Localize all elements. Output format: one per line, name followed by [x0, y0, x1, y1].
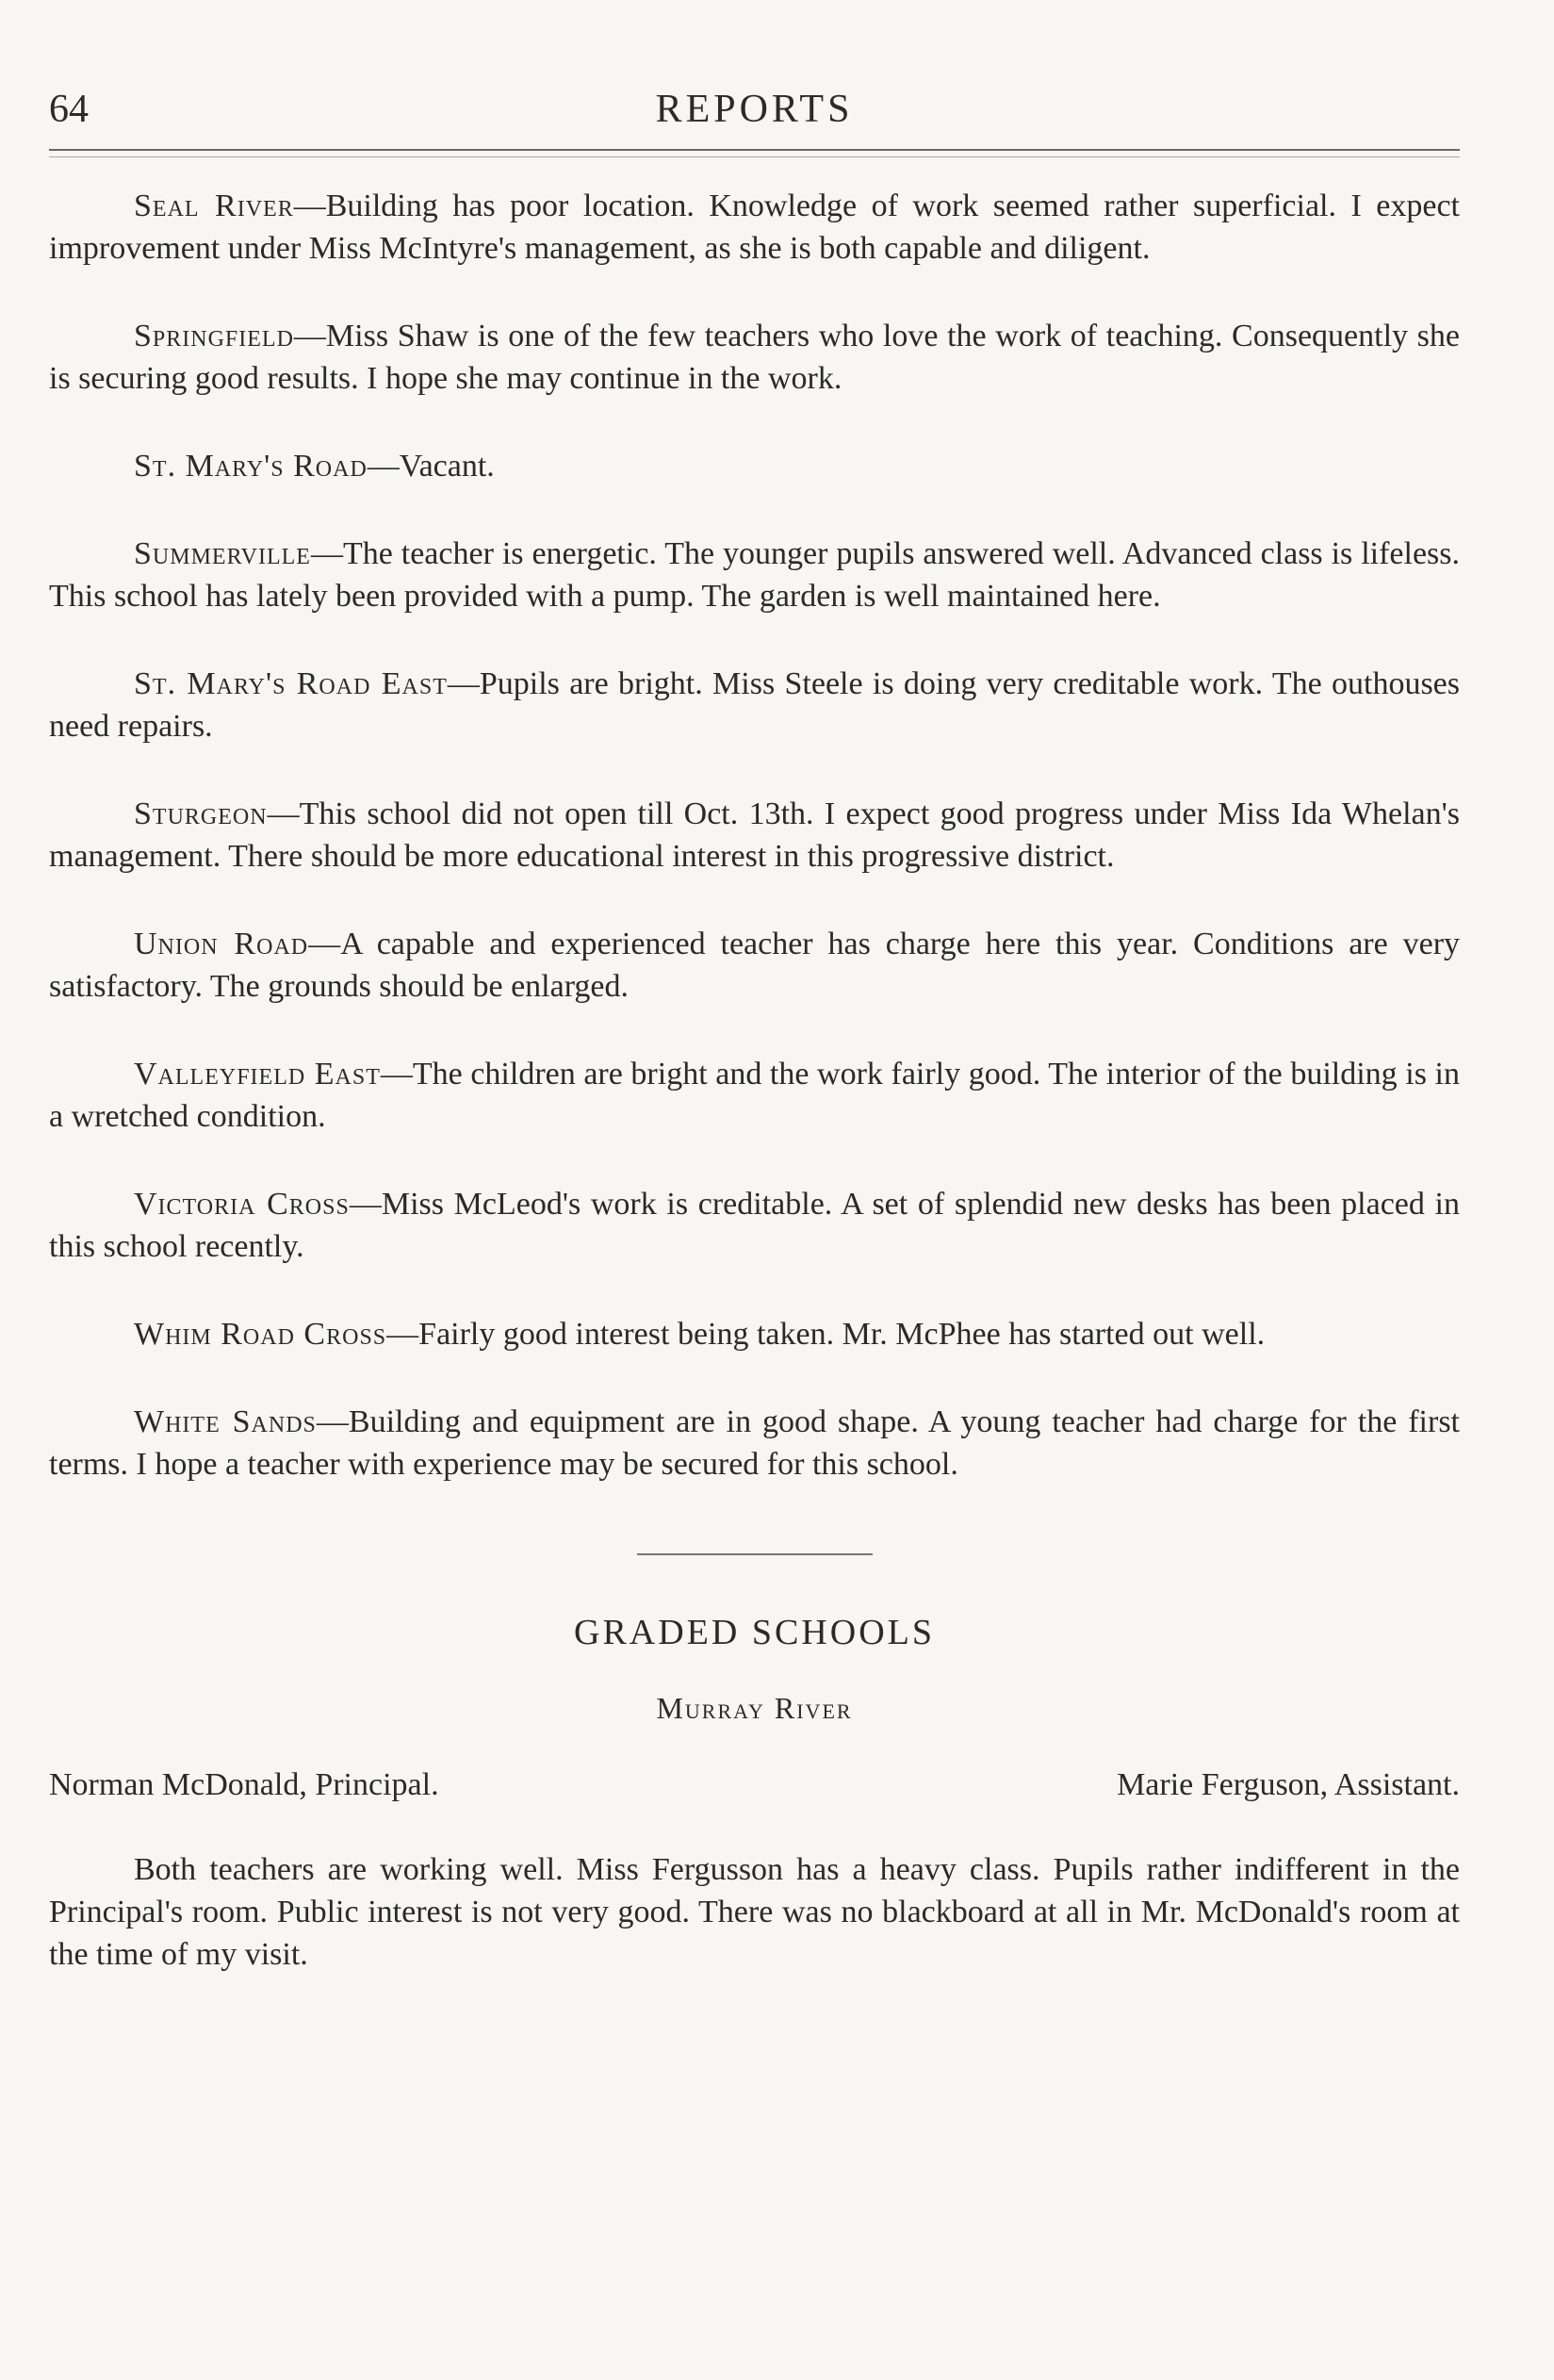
school-name: St. Mary's Road [134, 449, 368, 484]
page-number: 64 [49, 88, 89, 131]
principal-name: Norman McDonald, Principal. [49, 1767, 439, 1802]
staff-line [49, 1767, 1460, 1803]
school-report: Building has poor location. Knowledge of work seemed rather superficial. I expect improvement under Miss McIntyre's management, as she is both capable and diligent. [49, 189, 1461, 266]
section-separator [637, 1553, 873, 1555]
school-report: Pupils are bright. Miss Steele is doing very creditable work. The outhouses need repairs. [49, 666, 1460, 744]
school-entry-white-sands: White Sands—Building and equipment are in good shape. A young teacher had charge for the first terms. I hope a teacher with experience may be secured for this school. [49, 1404, 1460, 1482]
school-report: Building and equipment are in good shape. A young teacher had charge for the first terms. I hope a teacher with experience may be secured for this school. [49, 1404, 1460, 1482]
school-entry-st-marys-road-east: St. Mary's Road East—Pupils are bright. Miss Steele is doing very creditable work. The outhouses need repairs. [49, 666, 1460, 744]
school-name: White Sands [134, 1404, 317, 1439]
school-name: Union Road [134, 927, 309, 961]
page-header [49, 87, 1460, 143]
school-name: Sturgeon [134, 796, 268, 831]
graded-school-report: Both teachers are working well. Miss Fergusson has a heavy class. Pupils rather indifferent in the Principal's room. Public interest is not very good. There was no blackboard at all in Mr. McDonald's room at the time of my visit. [49, 1852, 1460, 1972]
school-report: Vacant. [399, 449, 495, 484]
school-report: Fairly good interest being taken. Mr. McPhee has started out well. [418, 1317, 1266, 1352]
school-entry-sturgeon: Sturgeon—This school did not open till Oct. 13th. I expect good progress under Miss Ida Whelan's management. There should be more educational interest in this progressive district. [49, 796, 1460, 874]
header-rule [49, 149, 1460, 151]
school-name: Whim Road Cross [134, 1317, 387, 1352]
school-report: The children are bright and the work fairly good. The interior of the building is in a wretched condition. [49, 1057, 1460, 1134]
school-entry-summerville: Summerville—The teacher is energetic. The younger pupils answered well. Advanced class is lifeless. This school has lately been provided with a pump. The garden is well maintained here. [49, 536, 1460, 614]
report-body [49, 185, 1460, 2021]
section-title: GRADED SCHOOLS [574, 1613, 935, 1652]
school-report: A capable and experienced teacher has charge here this year. Conditions are very satisfactory. The grounds should be enlarged. [49, 927, 1461, 1004]
school-entry-whim-road-cross: Whim Road Cross—Fairly good interest being taken. Mr. McPhee has started out well. [134, 1317, 1266, 1352]
school-report: This school did not open till Oct. 13th. I expect good progress under Miss Ida Whelan's management. There should be more educational interest in this progressive district. [49, 796, 1460, 874]
school-name: St. Mary's Road East [134, 666, 448, 701]
school-report: Miss Shaw is one of the few teachers who love the work of teaching. Consequently she is securing good results. I hope she may continue in the work. [49, 319, 1460, 396]
subsection-title: Murray River [656, 1691, 853, 1725]
school-entry-union-road: Union Road—A capable and experienced teacher has charge here this year. Conditions are very satisfactory. The grounds should be enlarged. [49, 927, 1461, 1004]
school-name: Valleyfield East [134, 1057, 381, 1092]
school-report: The teacher is energetic. The younger pupils answered well. Advanced class is lifeless. This school has lately been provided with a pump. The garden is well maintained here. [49, 536, 1460, 614]
running-head: REPORTS [655, 88, 854, 131]
school-entry-seal-river: Seal River—Building has poor location. Knowledge of work seemed rather superficial. I expect improvement under Miss McIntyre's management, as she is both capable and diligent. [49, 189, 1461, 266]
header-rule-thin [49, 156, 1460, 157]
school-name: Springfield [134, 319, 294, 353]
assistant-name: Marie Ferguson, Assistant. [1117, 1767, 1460, 1802]
school-name: Seal River [134, 189, 294, 223]
school-entry-st-marys-road: St. Mary's Road—Vacant. [134, 449, 495, 484]
school-entry-springfield: Springfield—Miss Shaw is one of the few teachers who love the work of teaching. Consequently she is securing good results. I hope she may continue in the work. [49, 319, 1460, 396]
school-entry-valleyfield-east: Valleyfield East—The children are bright and the work fairly good. The interior of the building is in a wretched condition. [49, 1057, 1460, 1134]
school-name: Summerville [134, 536, 311, 571]
school-entry-victoria-cross: Victoria Cross—Miss McLeod's work is creditable. A set of splendid new desks has been placed in this school recently. [49, 1187, 1460, 1264]
school-name: Victoria Cross [134, 1187, 350, 1222]
school-report: Miss McLeod's work is creditable. A set of splendid new desks has been placed in this school recently. [49, 1187, 1460, 1264]
